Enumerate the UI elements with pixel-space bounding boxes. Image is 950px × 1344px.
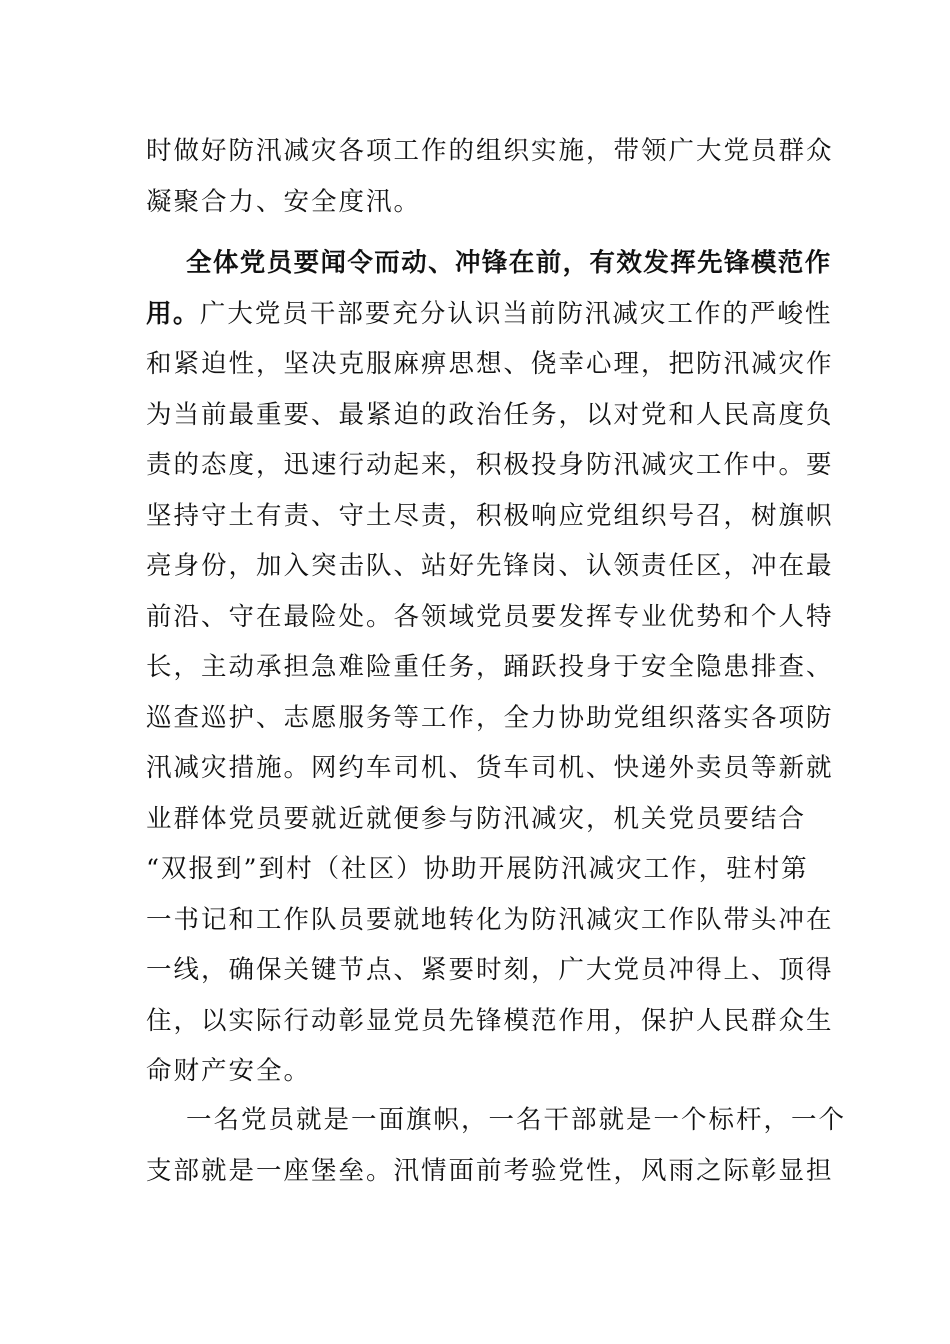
text-line: 长，主动承担急难险重任务，踊跃投身于安全隐患排查、 [146,652,834,682]
text-line: 业群体党员要就近就便参与防汛减灾，机关党员要结合 [146,803,807,834]
text-line: 一名党员就是一面旗帜，一名干部就是一个标杆，一个 [186,1105,847,1135]
text-line: 支部就是一座堡垒。汛情面前考验党性，风雨之际彰显担 [146,1155,834,1186]
text-line: 凝聚合力、安全度汛。 [146,186,422,217]
text-line: 命财产安全。 [146,1056,312,1086]
text-line: “双报到”到村（社区）协助开展防汛减灾工作，驻村第 [146,854,809,884]
paragraph-heading: 全体党员要闻令而动、冲锋在前，有效发挥先锋模范作 [186,248,832,278]
paragraph-continuation [146,126,834,227]
text-line: 坚持守土有责、守土尽责，积极响应党组织号召，树旗帜 [146,500,834,531]
paragraph-heading-end: 用。 [146,298,200,329]
text-line: 亮身份，加入突击队、站好先锋岗、认领责任区，冲在最 [146,551,834,581]
text-line: 时做好防汛减灾各项工作的组织实施，带领广大党员群众 [146,136,834,166]
text-line: 汛减灾措施。网约车司机、货车司机、快递外卖员等新就 [146,753,834,783]
text-line: 为当前最重要、最紧迫的政治任务，以对党和人民高度负 [146,399,834,430]
text-line [146,289,833,340]
text-line: 一书记和工作队员要就地转化为防汛减灾工作队带头冲在 [146,904,834,935]
text-line: 前沿、守在最险处。各领域党员要发挥专业优势和个人特 [146,601,834,632]
text-line-rest: 广大党员干部要充分认识当前防汛减灾工作的严峻性 [199,298,833,329]
text-line: 住，以实际行动彰显党员先锋模范作用，保护人民群众生 [146,1005,834,1036]
text-line: 和紧迫性，坚决克服麻痹思想、侥幸心理，把防汛减灾作 [146,349,834,379]
text-line: 巡查巡护、志愿服务等工作，全力协助党组织落实各项防 [146,702,834,733]
paragraph-flag-banner [146,1095,847,1196]
text-line: 责的态度，迅速行动起来，积极投身防汛减灾工作中。要 [146,450,834,480]
paragraph-party-members [146,238,834,1097]
text-line: 一线，确保关键节点、紧要时刻，广大党员冲得上、顶得 [146,955,834,985]
